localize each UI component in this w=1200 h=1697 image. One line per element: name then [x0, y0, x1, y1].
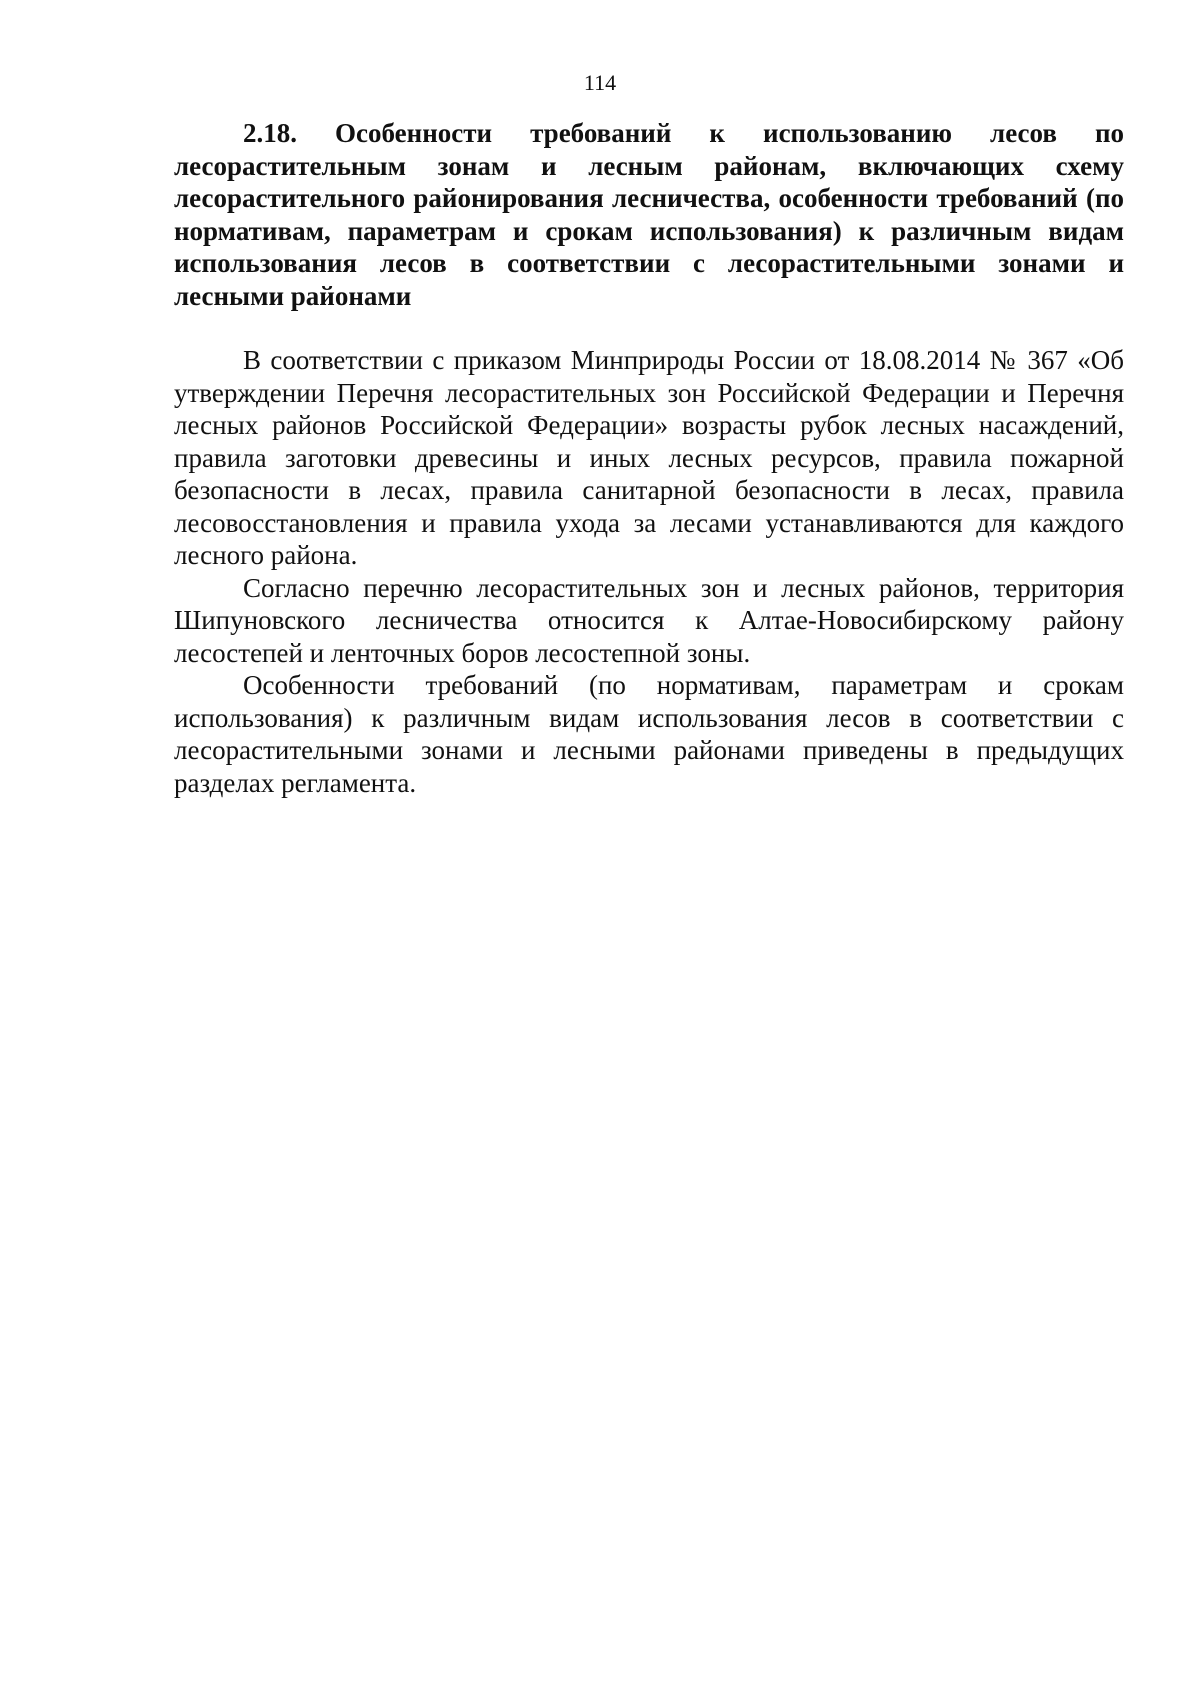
paragraph-order-reference: В соответствии с приказом Минприроды России от 18.08.2014 № 367 «Об утверждении Перечня лесорастительных зон Российской Федерации и Перечня лесных районов Российской Федерации» возрасты рубок лесных насаждений, правила заготовки древесины и иных лесных ресурсов, правила пожарной безопасности в лесах, правила санитарной безопасности в лесах, правила лесовосстановления и правила ухода за лесами устанавливаются для каждого лесного района.: [174, 345, 1124, 570]
page-number: 114: [583, 70, 617, 95]
body-text: [174, 344, 1124, 799]
section-heading: 2.18. Особенности требований к использованию лесов по лесорастительным зонам и лесным районам, включающих схему лесорастительного районирования лесничества, особенности требований (по нормативам, параметрам и срокам использования) к различным видам использования лесов в соответствии с лесорастительными зонами и лесными районами: [174, 118, 1124, 311]
document-body: [174, 117, 1124, 799]
paragraph-requirements: Особенности требований (по нормативам, параметрам и срокам использования) к различным видам использования лесов в соответствии с лесорастительными зонами и лесными районами приведены в предыдущих разделах регламента.: [174, 670, 1124, 798]
paragraph-forest-district: Согласно перечню лесорастительных зон и лесных районов, территория Шипуновского лесничества относится к Алтае-Новосибирскому району лесостепей и ленточных боров лесостепной зоны.: [174, 572, 1124, 668]
